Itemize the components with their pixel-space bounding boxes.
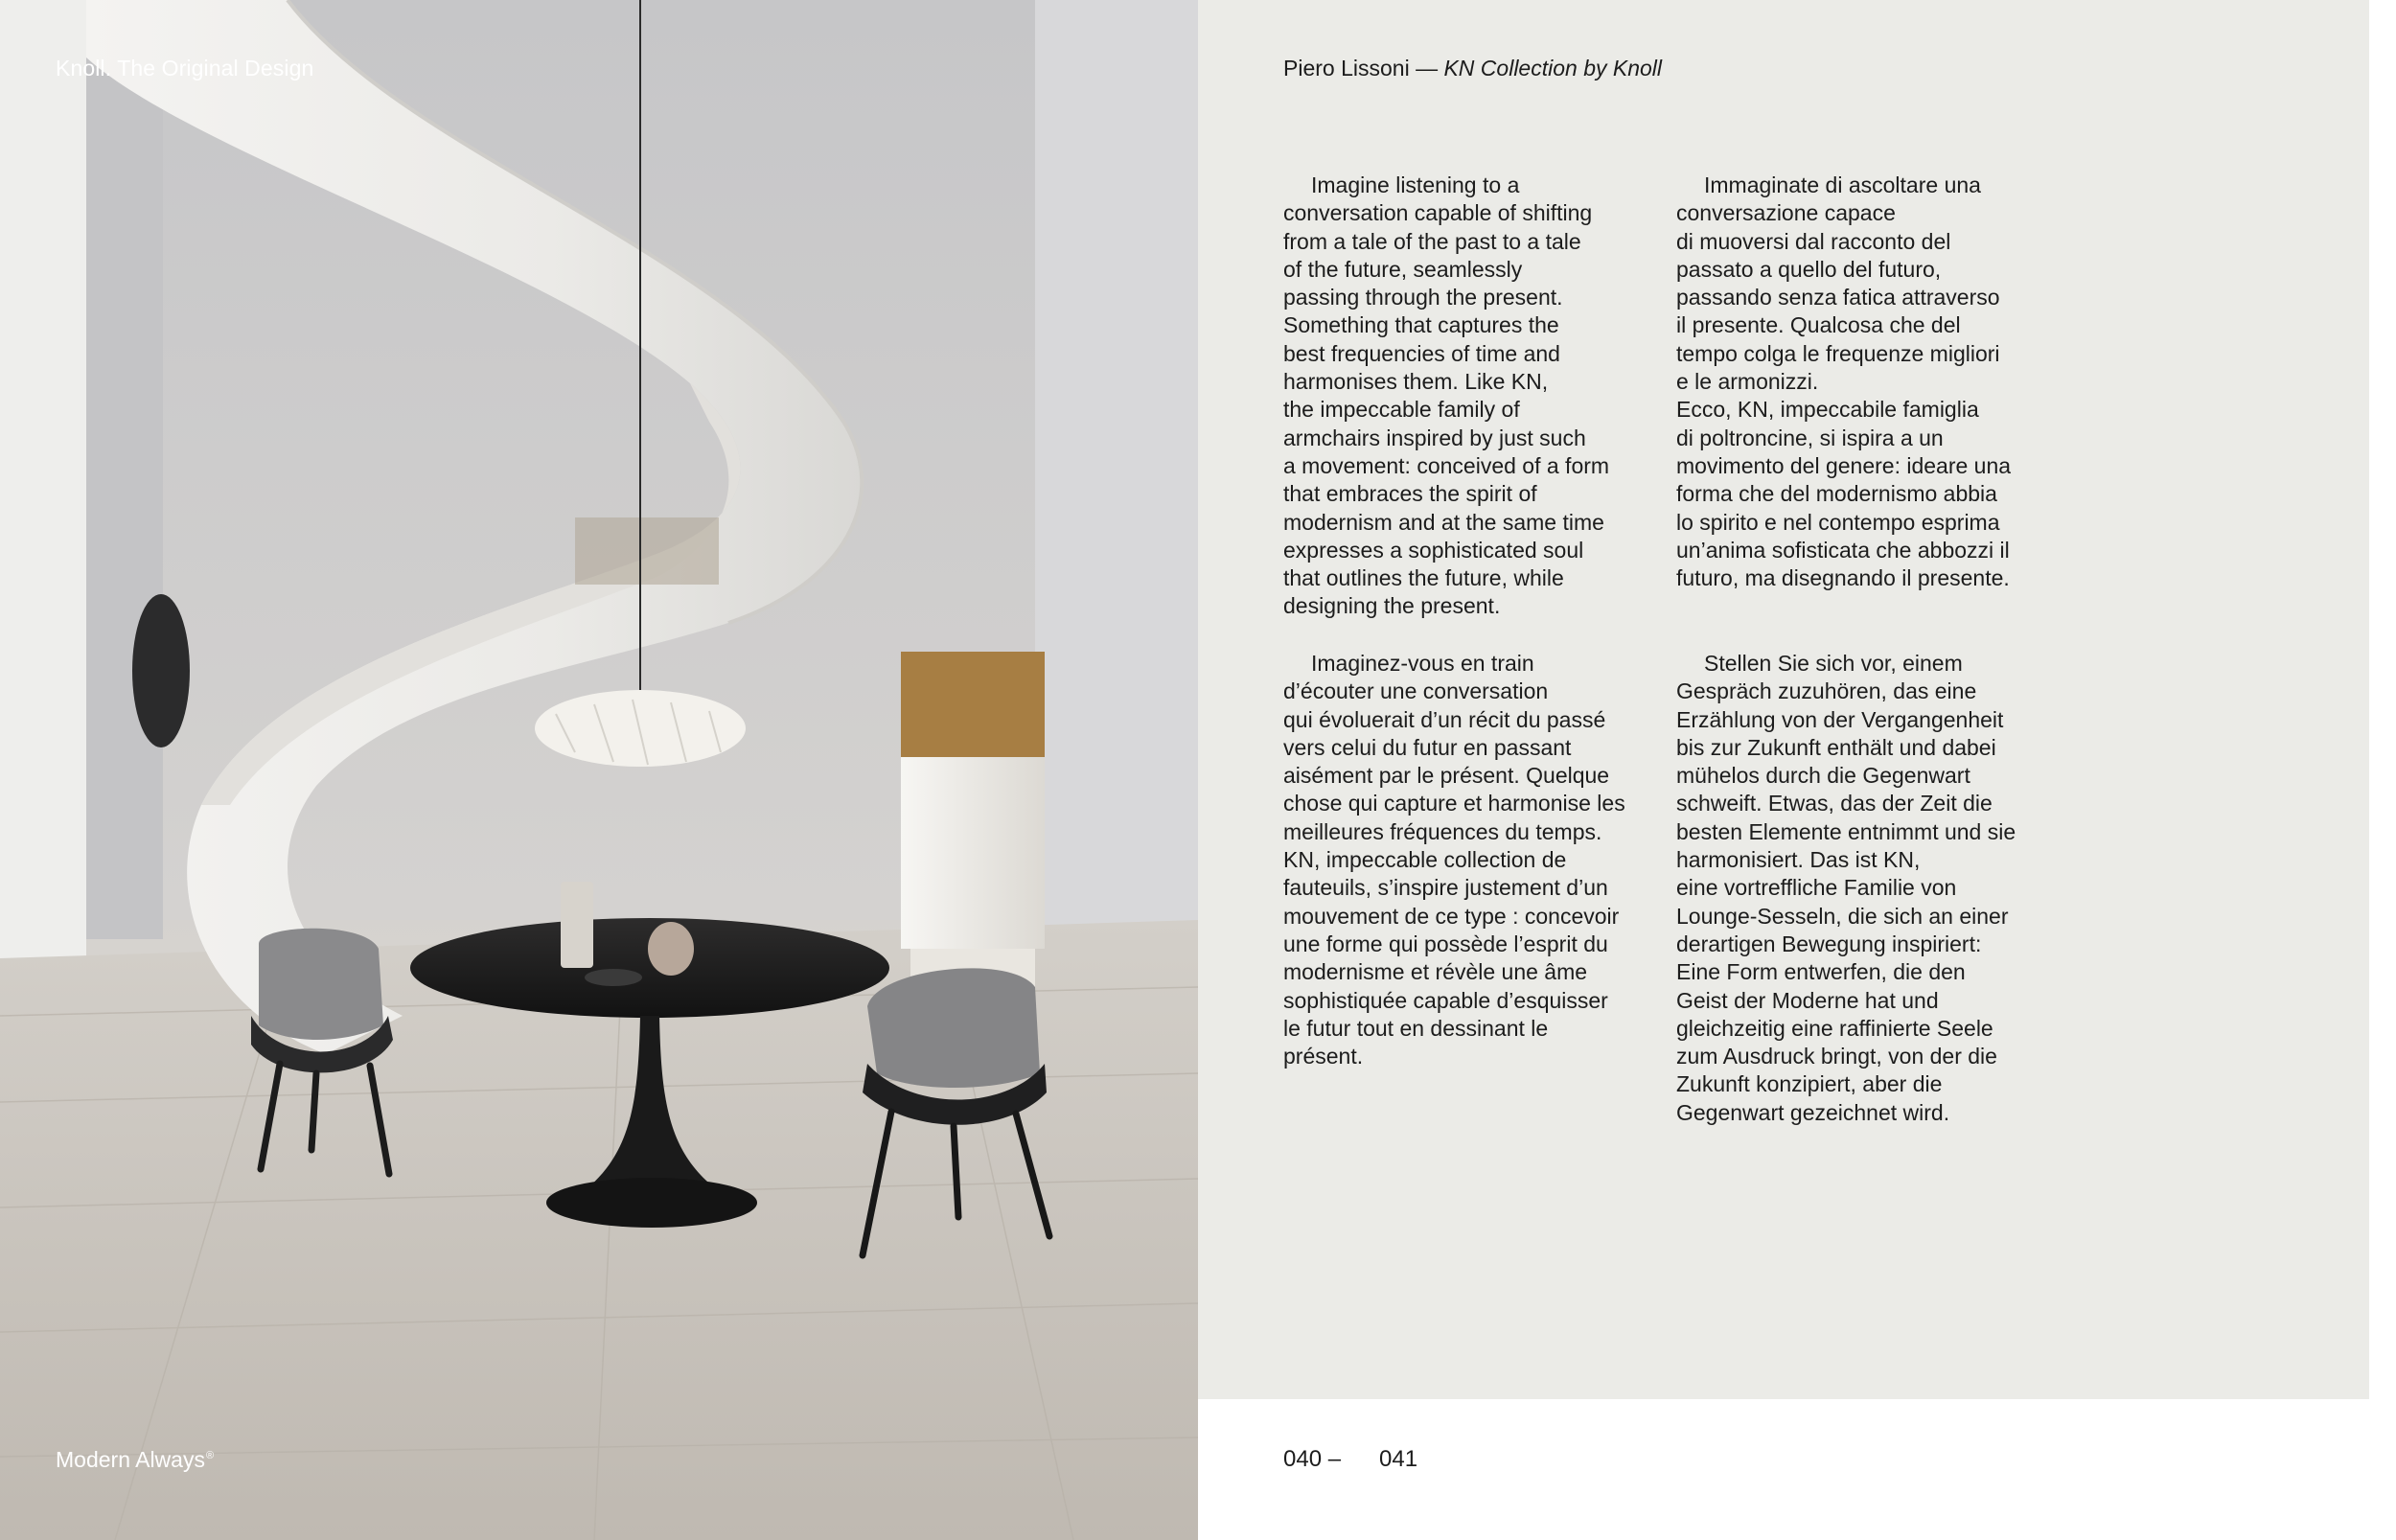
text-line: eine vortreffliche Familie von	[1676, 875, 1957, 901]
text-line: mühelos durch die Gegenwart	[1676, 763, 1970, 789]
text-line: Gespräch zuzuhören, das eine	[1676, 678, 1977, 704]
text-line: di poltroncine, si ispira a un	[1676, 425, 1944, 450]
left-armchair-shell	[259, 929, 383, 1040]
text-line: modernism and at the same time	[1283, 509, 1604, 535]
text-line: fauteuils, s’inspire justement d’un	[1283, 875, 1608, 901]
text-line: Geist der Moderne hat und	[1676, 987, 1939, 1013]
text-page	[1198, 0, 2369, 1399]
left-wall	[0, 0, 86, 997]
text-line: harmonisiert. Das ist KN,	[1676, 847, 1921, 873]
text-line: Erzählung von der Vergangenheit	[1676, 706, 2004, 732]
text-line: designing the present.	[1283, 593, 1501, 619]
text-line: Imaginez-vous en train	[1311, 651, 1534, 676]
text-line: présent.	[1283, 1044, 1364, 1069]
footer-label: Modern Always	[56, 1447, 205, 1472]
brand-header: Knoll. The Original Design	[56, 56, 314, 80]
text-line: Stellen Sie sich vor, einem	[1704, 651, 1963, 676]
text-line: d’écouter une conversation	[1283, 678, 1549, 704]
page-header	[1283, 56, 1662, 81]
text-line: une forme qui possède l’esprit du	[1283, 931, 1608, 956]
text-line: expresses a sophisticated soul	[1283, 537, 1584, 563]
text-line: Ecco, KN, impeccabile famiglia	[1676, 397, 1979, 423]
text-line: forma che del modernismo abbia	[1676, 481, 1997, 507]
text-line: that outlines the future, while	[1283, 565, 1564, 591]
registered-mark: ®	[205, 1450, 215, 1461]
text-line: passato a quello del futuro,	[1676, 256, 1942, 282]
text-line: le futur tout en dessinant le	[1283, 1015, 1549, 1041]
text-line: passing through the present.	[1283, 285, 1563, 310]
footer-tagline	[56, 1447, 214, 1473]
text-line: passando senza fatica attraverso	[1676, 285, 2000, 310]
text-line: the impeccable family of	[1283, 397, 1520, 423]
text-line: Imagine listening to a	[1311, 172, 1520, 197]
german-column	[1676, 650, 2060, 1127]
text-line: e le armonizzi.	[1676, 369, 1819, 395]
text-line: armchairs inspired by just such	[1283, 425, 1586, 450]
text-line: movimento del genere: ideare una	[1676, 452, 2012, 478]
text-line: meilleures fréquences du temps.	[1283, 818, 1602, 844]
text-line: best frequencies of time and	[1283, 340, 1560, 366]
text-line: vers celui du futur en passant	[1283, 734, 1572, 760]
vase	[561, 882, 593, 968]
text-line: modernisme et révèle une âme	[1283, 959, 1588, 985]
text-line: a movement: conceived of a form	[1283, 452, 1610, 478]
text-line: aisément par le présent. Quelque	[1283, 763, 1610, 789]
text-line: un’anima sofisticata che abbozzi il	[1676, 537, 2010, 563]
text-line: qui évoluerait d’un récit du passé	[1283, 706, 1606, 732]
page-number-left: 040 –	[1283, 1446, 1342, 1472]
round-table-top	[410, 918, 889, 1018]
text-line: that embraces the spirit of	[1283, 481, 1537, 507]
text-line: schweift. Etwas, das der Zeit die	[1676, 791, 1993, 816]
text-line: harmonises them. Like KN,	[1283, 369, 1549, 395]
italian-column	[1676, 172, 2060, 592]
ceramic-pot	[648, 922, 694, 976]
french-column	[1283, 650, 1667, 1070]
text-line: Zukunft konzipiert, aber die	[1676, 1071, 1943, 1097]
text-line: di muoversi dal racconto del	[1676, 228, 1951, 254]
text-line: gleichzeitig eine raffinierte Seele	[1676, 1015, 1993, 1041]
round-window	[132, 594, 190, 747]
text-line: Lounge-Sesseln, die sich an einer	[1676, 903, 2009, 929]
text-line: il presente. Qualcosa che del	[1676, 312, 1961, 338]
text-line: futuro, ma disegnando il presente.	[1676, 565, 2010, 591]
text-line: conversation capable of shifting	[1283, 200, 1593, 226]
designer-name: Piero Lissoni —	[1283, 56, 1444, 80]
text-line: chose qui capture et harmonise les	[1283, 791, 1625, 816]
text-line: besten Elemente entnimmt und sie	[1676, 818, 2016, 844]
text-line: conversazione capace	[1676, 200, 1896, 226]
folio-strip	[1198, 1399, 2396, 1540]
text-line: of the future, seamlessly	[1283, 256, 1523, 282]
page-number-right: 041	[1379, 1446, 1418, 1472]
text-line: Eine Form entwerfen, die den	[1676, 959, 1966, 985]
text-line: KN, impeccable collection de	[1283, 847, 1567, 873]
collection-title: KN Collection by Knoll	[1443, 56, 1663, 80]
text-line: mouvement de ce type : concevoir	[1283, 903, 1620, 929]
text-line: sophistiquée capable d’esquisser	[1283, 987, 1608, 1013]
floor-lamp-body	[901, 757, 1045, 949]
text-line: lo spirito e nel contempo esprima	[1676, 509, 2000, 535]
text-line: bis zur Zukunft enthält und dabei	[1676, 734, 1996, 760]
english-column	[1283, 172, 1667, 621]
floor-lamp-top	[901, 652, 1045, 757]
text-line: Immaginate di ascoltare una	[1704, 172, 1981, 197]
text-line: tempo colga le frequenze migliori	[1676, 340, 2000, 366]
text-line: from a tale of the past to a tale	[1283, 228, 1581, 254]
text-line: Something that captures the	[1283, 312, 1559, 338]
right-armchair-shell	[867, 968, 1040, 1088]
text-line: zum Ausdruck bringt, von der die	[1676, 1044, 1997, 1069]
text-line: Gegenwart gezeichnet wird.	[1676, 1099, 1950, 1125]
text-line: derartigen Bewegung inspiriert:	[1676, 931, 1982, 956]
